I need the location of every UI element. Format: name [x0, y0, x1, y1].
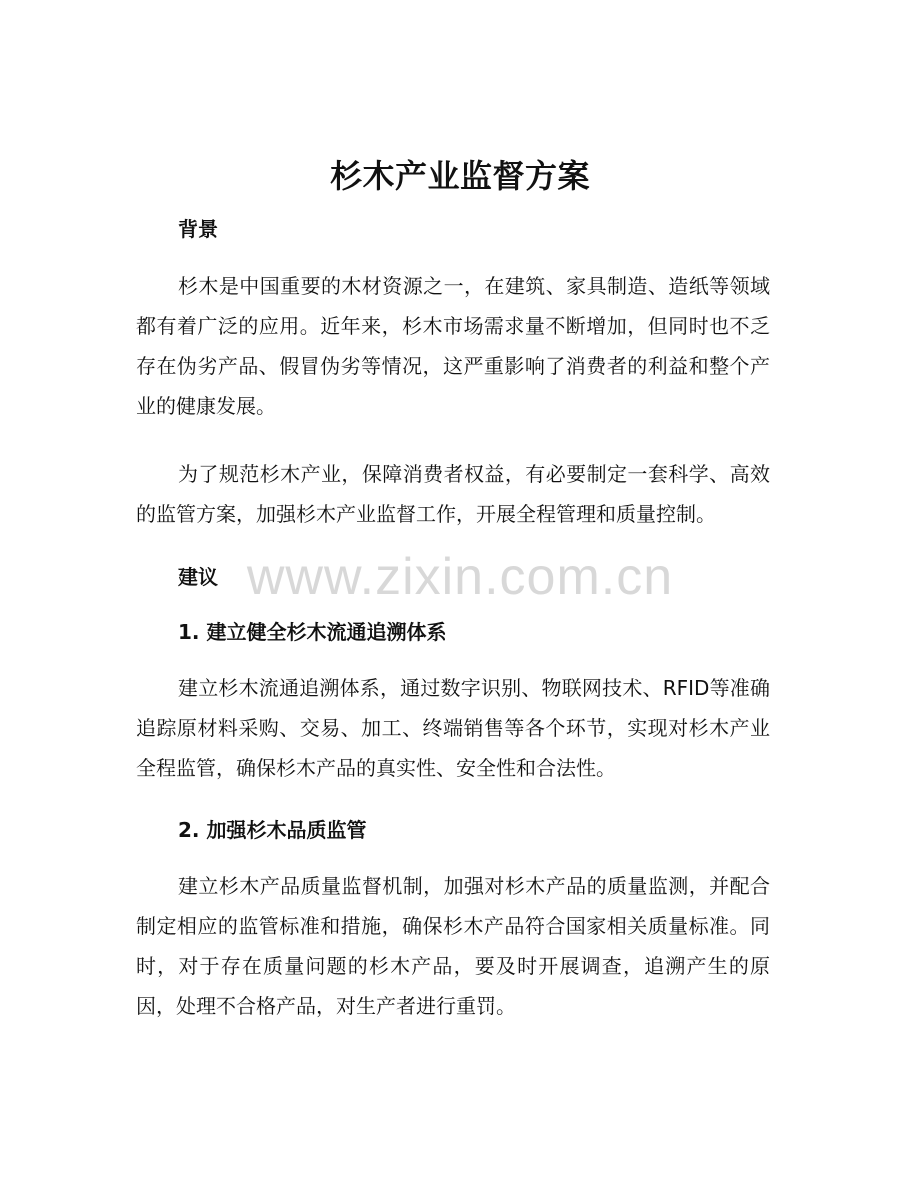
document-title: 杉木产业监督方案 [329, 157, 590, 195]
section-heading-quality: 2. 加强杉木品质监管 [178, 818, 367, 842]
traceability-paragraph: 建立杉木流通追溯体系，通过数字识别、物联网技术、RFID等准确追踪原材料采购、交易、加工、终端销售等各个环节，实现对杉木产业全程监管，确保杉木产品的真实性、安全性和合法性。 [136, 676, 770, 780]
quality-paragraph: 建立杉木产品质量监督机制，加强对杉木产品的质量监测，并配合制定相应的监管标准和措施，确保杉木产品符合国家相关质量标准。同时，对于存在质量问题的杉木产品，要及时开展调查，追溯产生的原因，处理不合格产品，对生产者进行重罚。 [136, 874, 770, 1018]
background-paragraph-2: 为了规范杉木产业，保障消费者权益，有必要制定一套科学、高效的监管方案，加强杉木产业监督工作，开展全程管理和质量控制。 [136, 462, 770, 526]
background-paragraph-1: 杉木是中国重要的木材资源之一，在建筑、家具制造、造纸等领域都有着广泛的应用。近年来，杉木市场需求量不断增加，但同时也不乏存在伪劣产品、假冒伪劣等情况，这严重影响了消费者的利益和整个产业的健康发展。 [136, 274, 770, 418]
section-heading-suggestions: 建议 [178, 565, 218, 589]
section-heading-background: 背景 [178, 217, 218, 241]
section-heading-traceability: 1. 建立健全杉木流通追溯体系 [178, 620, 447, 644]
watermark: www.zixin.com.cn [246, 548, 674, 606]
